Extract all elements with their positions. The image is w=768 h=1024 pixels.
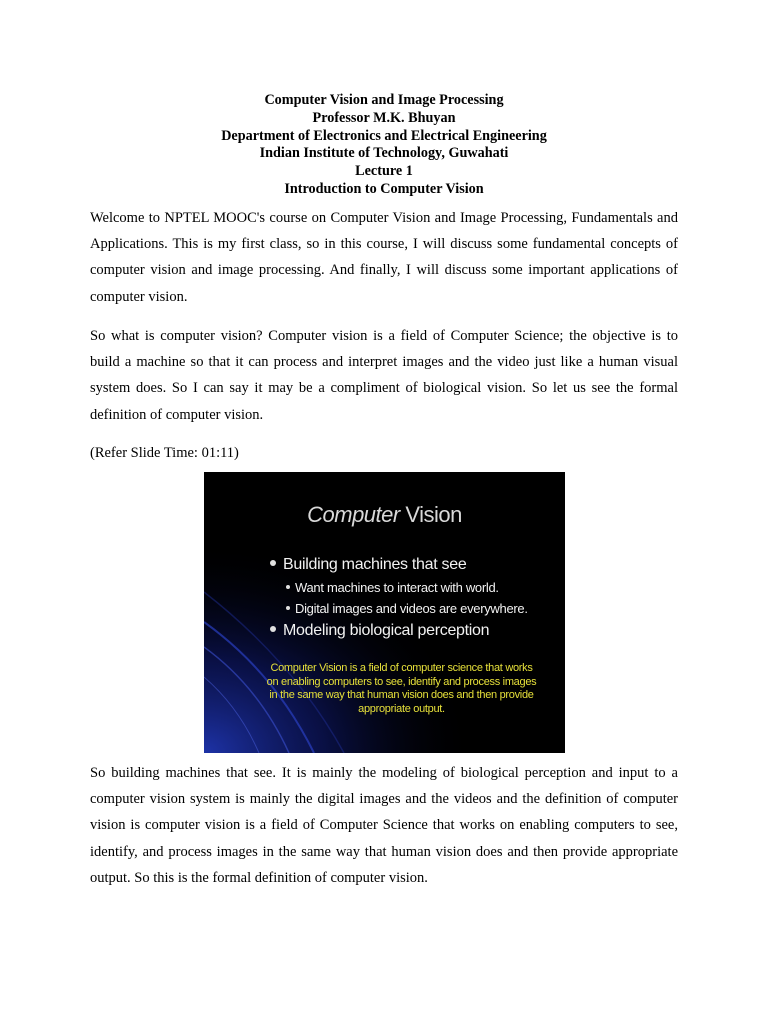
bullet-dot-icon xyxy=(270,626,276,632)
professor-name: Professor M.K. Bhuyan xyxy=(312,109,456,126)
institute-name: Indian Institute of Technology, Guwahati xyxy=(259,145,509,162)
lecture-number: Lecture 1 xyxy=(355,163,413,180)
slide-bullet-building-machines: Building machines that see xyxy=(270,556,466,574)
explanation-paragraph: So building machines that see. It is mainly the modeling of biological perception and input to a computer vision system is mainly the digital images and the videos and the definition of computer vision is computer vision is a field of Computer Science that works on enabling computers to see, identify, and process images in the same way that human vision does and then provide appropriate output. So this is the formal definition of computer vision. xyxy=(90,765,678,886)
lecture-title: Introduction to Computer Vision xyxy=(284,180,484,197)
slide-subbullet-digital-images: Digital images and videos are everywhere. xyxy=(286,601,528,616)
slide-bullet-modeling-perception: Modeling biological perception xyxy=(270,622,489,640)
slide-subbullet-interact: Want machines to interact with world. xyxy=(286,580,499,595)
bullet-dot-icon xyxy=(270,560,276,566)
definition-paragraph: So what is computer vision? Computer vision is a field of Computer Science; the objective is to build a machine so that it can process and interpret images and the video just like a human visual system does. So I can say it may be a compliment of biological vision. So let us see the formal definition of computer vision. xyxy=(90,328,678,423)
slide-title-rest: Vision xyxy=(399,502,462,527)
bullet-dot-icon xyxy=(286,606,290,610)
slide-title xyxy=(204,502,565,528)
slide-definition-text: Computer Vision is a field of computer science that works on enabling computers to see, identify and process images in the same way that human vision does and then provide appropriate output. xyxy=(266,662,537,715)
slide-title-italic: Computer xyxy=(307,502,400,527)
refer-slide-time: (Refer Slide Time: 01:11) xyxy=(90,445,239,461)
lecture-slide-image xyxy=(204,472,565,753)
lecture-header xyxy=(0,92,768,199)
course-title: Computer Vision and Image Processing xyxy=(264,92,504,108)
bullet-dot-icon xyxy=(286,585,290,589)
intro-paragraph: Welcome to NPTEL MOOC's course on Computer Vision and Image Processing, Fundamentals and Applications. This is my first class, so in this course, I will discuss some fundamental concepts of computer vision and image processing. And finally, I will discuss some important applications of computer vision. xyxy=(90,210,678,305)
department-name: Department of Electronics and Electrical Engineering xyxy=(221,127,547,144)
